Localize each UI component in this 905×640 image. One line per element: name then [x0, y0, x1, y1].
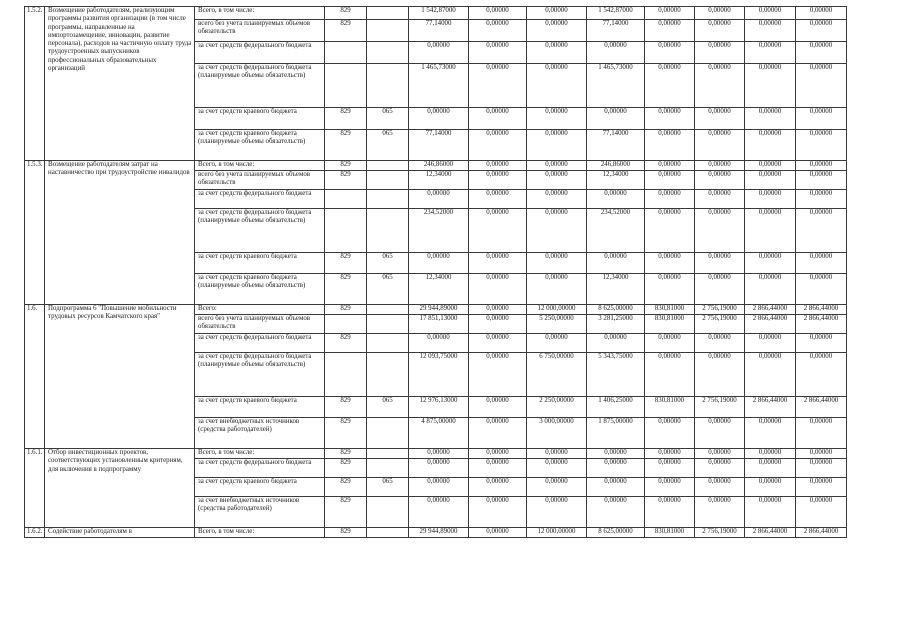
amount-cell: 246,86000: [409, 161, 469, 171]
amount-cell: 0,00000: [645, 353, 695, 397]
amount-cell: 1 875,00000: [587, 418, 645, 449]
amount-cell: 2 756,19000: [695, 528, 745, 538]
funding-source: за счет средств федерального бюджета (планируемые объемы обязательств): [195, 64, 325, 108]
budget-code: [367, 459, 409, 478]
amount-cell: 0,00000: [645, 171, 695, 190]
amount-cell: 0,00000: [695, 130, 745, 161]
table-row: [25, 305, 847, 315]
amount-cell: 0,00000: [469, 459, 527, 478]
amount-cell: 1 465,73000: [587, 64, 645, 108]
amount-cell: 0,00000: [796, 449, 847, 459]
amount-cell: 0,00000: [745, 190, 796, 209]
budget-code: [367, 64, 409, 108]
budget-code: [367, 353, 409, 397]
amount-cell: 0,00000: [796, 7, 847, 20]
amount-cell: 0,00000: [695, 449, 745, 459]
amount-cell: 0,00000: [695, 42, 745, 64]
row-index: 1.5.2.: [25, 7, 45, 161]
funding-source: Всего, в том числе:: [195, 161, 325, 171]
amount-cell: 0,00000: [796, 478, 847, 497]
grbs-code: 829: [325, 459, 367, 478]
budget-code: [367, 449, 409, 459]
amount-cell: 2 866,44000: [745, 315, 796, 334]
amount-cell: 0,00000: [469, 497, 527, 528]
amount-cell: 0,00000: [527, 108, 587, 130]
amount-cell: 77,14000: [409, 130, 469, 161]
amount-cell: 3 000,00000: [527, 418, 587, 449]
amount-cell: 0,00000: [796, 334, 847, 353]
grbs-code: [325, 42, 367, 64]
amount-cell: 0,00000: [796, 497, 847, 528]
funding-source: за счет средств краевого бюджета: [195, 253, 325, 274]
amount-cell: 0,00000: [469, 64, 527, 108]
amount-cell: 830,81000: [645, 305, 695, 315]
amount-cell: 0,00000: [587, 334, 645, 353]
amount-cell: 0,00000: [469, 449, 527, 459]
amount-cell: 0,00000: [695, 334, 745, 353]
grbs-code: 829: [325, 161, 367, 171]
funding-source: Всего:: [195, 305, 325, 315]
amount-cell: 2 250,00000: [527, 397, 587, 418]
amount-cell: 0,00000: [695, 353, 745, 397]
amount-cell: 0,00000: [745, 7, 796, 20]
amount-cell: 246,86000: [587, 161, 645, 171]
grbs-code: 829: [325, 334, 367, 353]
amount-cell: 3 281,25000: [587, 315, 645, 334]
amount-cell: 0,00000: [469, 7, 527, 20]
grbs-code: 829: [325, 418, 367, 449]
amount-cell: 0,00000: [695, 161, 745, 171]
grbs-code: 829: [325, 305, 367, 315]
budget-table: [24, 6, 847, 538]
amount-cell: 0,00000: [745, 108, 796, 130]
grbs-code: [325, 315, 367, 334]
budget-code: 065: [367, 253, 409, 274]
amount-cell: 0,00000: [796, 353, 847, 397]
amount-cell: 0,00000: [469, 161, 527, 171]
amount-cell: 0,00000: [587, 478, 645, 497]
grbs-code: 829: [325, 108, 367, 130]
amount-cell: 0,00000: [409, 497, 469, 528]
funding-source: за счет средств федерального бюджета: [195, 190, 325, 209]
amount-cell: 0,00000: [645, 459, 695, 478]
amount-cell: 0,00000: [587, 253, 645, 274]
amount-cell: 77,14000: [409, 20, 469, 42]
amount-cell: 0,00000: [695, 418, 745, 449]
amount-cell: 0,00000: [645, 478, 695, 497]
amount-cell: 0,00000: [527, 130, 587, 161]
amount-cell: 12,34000: [409, 171, 469, 190]
amount-cell: 0,00000: [409, 478, 469, 497]
amount-cell: 1 465,73000: [409, 64, 469, 108]
amount-cell: 77,14000: [587, 20, 645, 42]
amount-cell: 0,00000: [527, 478, 587, 497]
amount-cell: 0,00000: [796, 130, 847, 161]
amount-cell: 0,00000: [796, 253, 847, 274]
grbs-code: [325, 64, 367, 108]
funding-source: за счет средств федерального бюджета (планируемые объемы обязательств): [195, 353, 325, 397]
amount-cell: 0,00000: [527, 209, 587, 253]
funding-source: Всего, в том числе:: [195, 449, 325, 459]
amount-cell: 0,00000: [469, 478, 527, 497]
amount-cell: 0,00000: [527, 161, 587, 171]
budget-code: 065: [367, 397, 409, 418]
amount-cell: 0,00000: [527, 334, 587, 353]
budget-code: [367, 161, 409, 171]
funding-source: за счет средств федерального бюджета: [195, 42, 325, 64]
amount-cell: 12 093,75000: [409, 353, 469, 397]
amount-cell: 6 750,00000: [527, 353, 587, 397]
amount-cell: 0,00000: [409, 253, 469, 274]
amount-cell: 0,00000: [409, 449, 469, 459]
amount-cell: 0,00000: [469, 108, 527, 130]
amount-cell: 0,00000: [695, 209, 745, 253]
amount-cell: 2 866,44000: [796, 528, 847, 538]
amount-cell: 0,00000: [695, 190, 745, 209]
amount-cell: 0,00000: [695, 20, 745, 42]
funding-source: за счет средств краевого бюджета: [195, 108, 325, 130]
amount-cell: 0,00000: [587, 108, 645, 130]
amount-cell: 0,00000: [745, 171, 796, 190]
budget-code: [367, 20, 409, 42]
amount-cell: 0,00000: [645, 449, 695, 459]
amount-cell: 2 866,44000: [745, 397, 796, 418]
amount-cell: 0,00000: [695, 459, 745, 478]
amount-cell: 29 944,89000: [409, 305, 469, 315]
budget-code: [367, 528, 409, 538]
budget-code: 065: [367, 478, 409, 497]
amount-cell: 0,00000: [469, 20, 527, 42]
amount-cell: 0,00000: [645, 418, 695, 449]
amount-cell: 0,00000: [527, 20, 587, 42]
amount-cell: 0,00000: [409, 108, 469, 130]
amount-cell: 12,34000: [587, 274, 645, 305]
row-title: Содействие работодателям в: [45, 528, 195, 538]
amount-cell: 0,00000: [469, 334, 527, 353]
amount-cell: 0,00000: [645, 190, 695, 209]
amount-cell: 0,00000: [745, 64, 796, 108]
amount-cell: 0,00000: [469, 397, 527, 418]
grbs-code: 829: [325, 478, 367, 497]
amount-cell: 0,00000: [745, 449, 796, 459]
amount-cell: 0,00000: [527, 64, 587, 108]
funding-source: за счет средств федерального бюджета: [195, 334, 325, 353]
amount-cell: 0,00000: [469, 528, 527, 538]
grbs-code: 829: [325, 130, 367, 161]
amount-cell: 12,34000: [587, 171, 645, 190]
amount-cell: 5 343,75000: [587, 353, 645, 397]
amount-cell: 0,00000: [745, 478, 796, 497]
amount-cell: 12 000,00000: [527, 305, 587, 315]
grbs-code: 829: [325, 528, 367, 538]
amount-cell: 5 250,00000: [527, 315, 587, 334]
amount-cell: 2 756,19000: [695, 397, 745, 418]
amount-cell: 0,00000: [695, 7, 745, 20]
amount-cell: 234,52000: [409, 209, 469, 253]
funding-source: за счет средств краевого бюджета: [195, 478, 325, 497]
amount-cell: 0,00000: [527, 274, 587, 305]
row-index: 1.6.2.: [25, 528, 45, 538]
amount-cell: 0,00000: [409, 42, 469, 64]
amount-cell: 234,52000: [587, 209, 645, 253]
amount-cell: 0,00000: [745, 253, 796, 274]
amount-cell: 0,00000: [587, 449, 645, 459]
funding-source: всего без учета планируемых объемов обязательств: [195, 315, 325, 334]
amount-cell: 0,00000: [745, 130, 796, 161]
budget-code: [367, 315, 409, 334]
amount-cell: 0,00000: [469, 171, 527, 190]
amount-cell: 0,00000: [796, 20, 847, 42]
budget-code: 065: [367, 130, 409, 161]
amount-cell: 0,00000: [527, 459, 587, 478]
amount-cell: 0,00000: [745, 161, 796, 171]
amount-cell: 830,81000: [645, 315, 695, 334]
amount-cell: 0,00000: [695, 108, 745, 130]
amount-cell: 0,00000: [527, 449, 587, 459]
funding-source: за счет внебюджетных источников (средства работодателей): [195, 497, 325, 528]
amount-cell: 0,00000: [645, 209, 695, 253]
funding-source: всего без учета планируемых объемов обязательств: [195, 171, 325, 190]
amount-cell: 0,00000: [469, 130, 527, 161]
amount-cell: 0,00000: [645, 497, 695, 528]
amount-cell: 0,00000: [645, 130, 695, 161]
budget-code: [367, 305, 409, 315]
amount-cell: 0,00000: [796, 64, 847, 108]
amount-cell: 0,00000: [745, 42, 796, 64]
amount-cell: 8 625,00000: [587, 305, 645, 315]
amount-cell: 0,00000: [587, 497, 645, 528]
amount-cell: 0,00000: [645, 161, 695, 171]
amount-cell: 2 756,19000: [695, 305, 745, 315]
amount-cell: 0,00000: [695, 171, 745, 190]
amount-cell: 0,00000: [745, 209, 796, 253]
grbs-code: 829: [325, 274, 367, 305]
amount-cell: 0,00000: [745, 418, 796, 449]
amount-cell: 0,00000: [587, 190, 645, 209]
grbs-code: 829: [325, 397, 367, 418]
amount-cell: 0,00000: [645, 7, 695, 20]
row-index: 1.6.1.: [25, 449, 45, 528]
budget-code: [367, 497, 409, 528]
amount-cell: 29 944,89000: [409, 528, 469, 538]
table-row: [25, 528, 847, 538]
amount-cell: 2 866,44000: [796, 397, 847, 418]
amount-cell: 0,00000: [796, 42, 847, 64]
amount-cell: 0,00000: [645, 64, 695, 108]
amount-cell: 0,00000: [645, 274, 695, 305]
amount-cell: 0,00000: [745, 20, 796, 42]
amount-cell: 0,00000: [796, 459, 847, 478]
amount-cell: 17 851,13000: [409, 315, 469, 334]
amount-cell: 0,00000: [695, 253, 745, 274]
amount-cell: 0,00000: [695, 497, 745, 528]
amount-cell: 1 542,87000: [587, 7, 645, 20]
funding-source: за счет средств краевого бюджета: [195, 397, 325, 418]
amount-cell: 0,00000: [796, 190, 847, 209]
amount-cell: 2 866,44000: [745, 305, 796, 315]
amount-cell: 1 542,87000: [409, 7, 469, 20]
amount-cell: 0,00000: [695, 274, 745, 305]
amount-cell: 0,00000: [796, 418, 847, 449]
funding-source: за счет средств федерального бюджета (планируемые объемы обязательств): [195, 209, 325, 253]
amount-cell: 0,00000: [409, 334, 469, 353]
row-title: Возмещение работодателям затрат на наставничество при трудоустройстве инвалидов: [45, 161, 195, 305]
budget-code: [367, 7, 409, 20]
amount-cell: 0,00000: [469, 418, 527, 449]
grbs-code: 829: [325, 497, 367, 528]
budget-code: 065: [367, 108, 409, 130]
amount-cell: 0,00000: [645, 20, 695, 42]
budget-code: 065: [367, 274, 409, 305]
amount-cell: 0,00000: [587, 459, 645, 478]
amount-cell: 12 000,00000: [527, 528, 587, 538]
grbs-code: 829: [325, 7, 367, 20]
row-title: Возмещение работодателям, реализующим программы развития организации (в том числе программы, направленные на импортозамещение, инновации, развитие персонала), расходов на частичную оплату труда трудоустроенных выпускников профессиональных образовательных организаций: [45, 7, 195, 161]
amount-cell: 830,81000: [645, 528, 695, 538]
amount-cell: 0,00000: [745, 497, 796, 528]
grbs-code: [325, 190, 367, 209]
amount-cell: 0,00000: [796, 161, 847, 171]
amount-cell: 0,00000: [796, 171, 847, 190]
row-index: 1.5.3.: [25, 161, 45, 305]
table-row: [25, 7, 847, 20]
amount-cell: 0,00000: [796, 274, 847, 305]
budget-code: [367, 334, 409, 353]
amount-cell: 0,00000: [469, 274, 527, 305]
grbs-code: 829: [325, 171, 367, 190]
budget-code: [367, 171, 409, 190]
amount-cell: 0,00000: [469, 305, 527, 315]
amount-cell: 8 625,00000: [587, 528, 645, 538]
amount-cell: 1 406,25000: [587, 397, 645, 418]
amount-cell: 0,00000: [469, 253, 527, 274]
amount-cell: 0,00000: [527, 190, 587, 209]
amount-cell: 0,00000: [645, 108, 695, 130]
amount-cell: 77,14000: [587, 130, 645, 161]
amount-cell: 830,81000: [645, 397, 695, 418]
amount-cell: 12,34000: [409, 274, 469, 305]
amount-cell: 0,00000: [745, 274, 796, 305]
row-title: Отбор инвестиционных проектов, соответствующих установленным критериям, для включения в подпрограмму: [45, 449, 195, 528]
amount-cell: 0,00000: [745, 459, 796, 478]
amount-cell: 0,00000: [645, 42, 695, 64]
grbs-code: [325, 353, 367, 397]
amount-cell: 0,00000: [527, 7, 587, 20]
budget-table-sheet: [24, 6, 847, 538]
grbs-code: [325, 209, 367, 253]
amount-cell: 0,00000: [527, 42, 587, 64]
funding-source: за счет средств краевого бюджета (планируемые объемы обязательств): [195, 274, 325, 305]
amount-cell: 2 866,44000: [745, 528, 796, 538]
amount-cell: 0,00000: [527, 171, 587, 190]
grbs-code: 829: [325, 20, 367, 42]
amount-cell: 0,00000: [796, 108, 847, 130]
funding-source: Всего, в том числе:: [195, 528, 325, 538]
amount-cell: 0,00000: [587, 42, 645, 64]
table-row: [25, 161, 847, 171]
funding-source: всего без учета планируемых объемов обязательств: [195, 20, 325, 42]
amount-cell: 0,00000: [469, 190, 527, 209]
budget-code: [367, 42, 409, 64]
amount-cell: 0,00000: [469, 353, 527, 397]
amount-cell: 4 875,00000: [409, 418, 469, 449]
funding-source: Всего, в том числе:: [195, 7, 325, 20]
funding-source: за счет средств федерального бюджета: [195, 459, 325, 478]
amount-cell: 0,00000: [796, 209, 847, 253]
amount-cell: 0,00000: [527, 253, 587, 274]
amount-cell: 0,00000: [645, 253, 695, 274]
grbs-code: 829: [325, 449, 367, 459]
funding-source: за счет внебюджетных источников (средства работодателей): [195, 418, 325, 449]
amount-cell: 0,00000: [409, 459, 469, 478]
amount-cell: 0,00000: [527, 497, 587, 528]
amount-cell: 2 756,19000: [695, 315, 745, 334]
amount-cell: 2 866,44000: [796, 305, 847, 315]
amount-cell: 12 976,13000: [409, 397, 469, 418]
amount-cell: 0,00000: [645, 334, 695, 353]
budget-code: [367, 418, 409, 449]
amount-cell: 0,00000: [745, 334, 796, 353]
amount-cell: 2 866,44000: [796, 315, 847, 334]
amount-cell: 0,00000: [469, 42, 527, 64]
funding-source: за счет средств краевого бюджета (планируемые объемы обязательств): [195, 130, 325, 161]
amount-cell: 0,00000: [745, 353, 796, 397]
amount-cell: 0,00000: [469, 209, 527, 253]
table-row: [25, 449, 847, 459]
amount-cell: 0,00000: [695, 64, 745, 108]
amount-cell: 0,00000: [409, 190, 469, 209]
row-title: Подпрограмма 6 "Повышение мобильности трудовых ресурсов Камчатского края": [45, 305, 195, 449]
row-index: 1.6.: [25, 305, 45, 449]
amount-cell: 0,00000: [469, 315, 527, 334]
budget-code: [367, 190, 409, 209]
amount-cell: 0,00000: [695, 478, 745, 497]
grbs-code: 829: [325, 253, 367, 274]
budget-code: [367, 209, 409, 253]
